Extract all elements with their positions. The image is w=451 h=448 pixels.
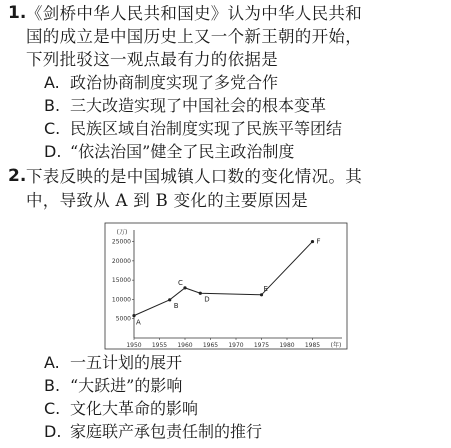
option-letter: B.: [44, 96, 61, 115]
y-tick-label: 10000: [111, 296, 131, 304]
population-line-chart: [104, 222, 348, 350]
question-1-option-d[interactable]: [44, 141, 294, 163]
option-letter: D.: [44, 142, 62, 161]
data-point-f: [311, 240, 314, 243]
option-text: “大跃进”的影响: [70, 376, 183, 395]
option-letter: A.: [44, 353, 60, 372]
option-letter: C.: [44, 399, 61, 418]
option-text: 政治协商制度实现了多党合作: [70, 73, 279, 92]
question-1-option-c[interactable]: [44, 118, 342, 140]
x-tick-label: 1965: [202, 342, 219, 349]
point-label-d: D: [204, 295, 210, 304]
option-text: 三大改造实现了中国社会的根本变革: [70, 96, 327, 115]
population-chart: [104, 222, 348, 350]
data-point-a: [132, 314, 135, 317]
point-label-f: F: [316, 237, 321, 246]
question-1-stem-line-3: 下列批驳这一观点最有力的依据是: [26, 50, 278, 69]
x-tick-label: 1950: [126, 342, 142, 349]
data-point-c: [183, 286, 186, 289]
x-tick-label: 1985: [304, 342, 321, 349]
series-line: [134, 242, 313, 316]
question-1-stem-line-1: 《剑桥中华人民共和国史》认为中华人民共和: [26, 4, 362, 23]
data-point-e: [260, 293, 263, 296]
question-2-stem-line-2: 中，导致从 A 到 B 变化的主要原因是: [26, 191, 309, 210]
x-tick-label: 1960: [177, 342, 193, 349]
point-label-a: A: [136, 318, 141, 327]
option-letter: C.: [44, 119, 61, 138]
y-tick-label: 20000: [111, 257, 131, 265]
question-2-number: 2.: [8, 166, 27, 186]
question-2-stem-line-1: 下表反映的是中国城镇人口数的变化情况。其: [26, 167, 362, 186]
x-tick-label: 1970: [228, 342, 244, 349]
y-tick-label: 25000: [111, 238, 131, 246]
y-tick-label: 5000: [115, 315, 131, 323]
question-2-option-b[interactable]: [44, 375, 182, 397]
chart-frame: [105, 223, 347, 349]
x-tick-label: 1975: [253, 342, 270, 349]
point-label-e: E: [263, 284, 268, 293]
data-point-b: [168, 298, 171, 301]
question-2-option-d[interactable]: [44, 421, 262, 443]
option-text: 民族区域自治制度实现了民族平等团结: [70, 119, 343, 138]
option-letter: B.: [44, 376, 61, 395]
option-text: 家庭联产承包责任制的推行: [70, 422, 263, 441]
x-tick-label: 1955: [151, 342, 168, 349]
option-text: 文化大革命的影响: [70, 399, 199, 418]
question-1-stem-line-2: 国的成立是中国历史上又一个新王朝的开始，: [26, 27, 362, 46]
option-letter: D.: [44, 422, 62, 441]
point-label-c: C: [178, 278, 183, 287]
y-tick-label: 15000: [111, 277, 131, 285]
data-point-d: [199, 292, 202, 295]
option-text: 一五计划的展开: [70, 353, 183, 372]
x-tick-label: 1980: [279, 342, 295, 349]
question-1-option-a[interactable]: [44, 72, 278, 94]
question-2-option-a[interactable]: [44, 352, 182, 374]
x-unit-label: (年): [330, 342, 342, 349]
question-1-option-b[interactable]: [44, 95, 326, 117]
y-unit-label: (万): [116, 229, 128, 236]
option-text: “依法治国”健全了民主政治制度: [70, 142, 295, 161]
question-1-number: 1.: [8, 3, 27, 23]
option-letter: A.: [44, 73, 60, 92]
question-2-option-c[interactable]: [44, 398, 198, 420]
point-label-b: B: [173, 301, 179, 310]
